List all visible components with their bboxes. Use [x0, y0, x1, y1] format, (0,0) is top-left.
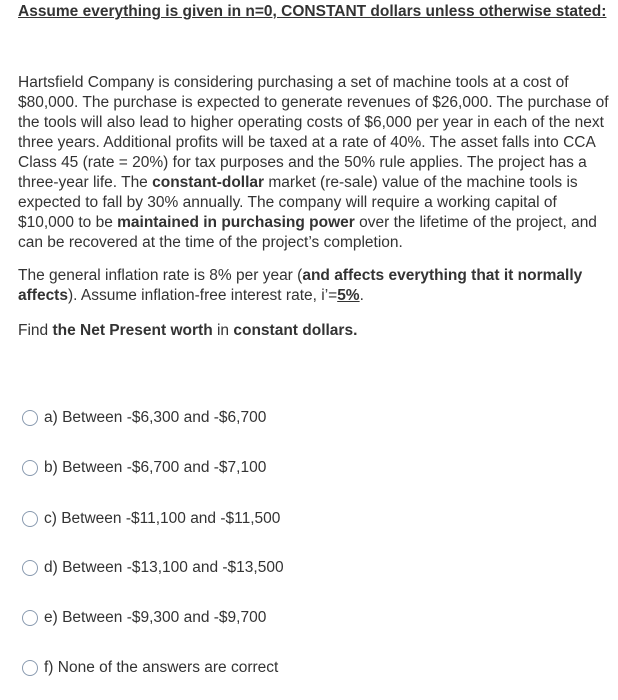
assumption-header: Assume everything is given in n=0, CONSTANT dollars unless otherwise stated:	[18, 3, 607, 20]
question-prompt	[18, 321, 613, 341]
answer-option-a[interactable]	[22, 408, 266, 428]
answer-option-d[interactable]	[22, 558, 284, 578]
answer-option-label[interactable]: c) Between -$11,100 and -$11,500	[44, 510, 281, 527]
text-run: over the lifetime of the project, and can be recovered at the time of the project’s completion.	[18, 214, 597, 251]
text-run: Hartsfield Company is considering purchasing a set of machine tools at a cost of $80,000. The purchase is expected to generate revenues of $26,000. The purchase of the tools will also lead to higher operating costs of $6,000 per year in each of the next three years. Additional profits will be taxed at a rate of 40%. The asset falls into CCA Class 45 (rate = 20%) for tax purposes and the 50% rule applies. The project has a three-year life. The	[18, 74, 609, 191]
answer-option-label[interactable]: b) Between -$6,700 and -$7,100	[44, 459, 267, 476]
answer-option-label[interactable]: d) Between -$13,100 and -$13,500	[44, 559, 284, 576]
radio-button-icon[interactable]	[22, 410, 38, 426]
problem-paragraph-2	[18, 266, 613, 306]
answer-option-e[interactable]	[22, 608, 266, 628]
answer-option-label[interactable]: e) Between -$9,300 and -$9,700	[44, 609, 267, 626]
text-run: The general inflation rate is 8% per year (	[18, 267, 303, 284]
bold-underlined-text-run	[337, 287, 359, 304]
bold-text-run: constant dollars.	[233, 322, 358, 339]
text-run: ). Assume inflation-free interest rate, i’=	[67, 287, 338, 304]
problem-paragraph-1	[18, 73, 613, 253]
bold-text-run: maintained in purchasing power	[117, 214, 355, 231]
answer-option-c[interactable]	[22, 509, 280, 529]
radio-button-icon[interactable]	[22, 660, 38, 676]
answer-option-f[interactable]	[22, 658, 278, 678]
bold-text-run: constant-dollar	[152, 174, 265, 191]
radio-button-icon[interactable]	[22, 460, 38, 476]
radio-button-icon[interactable]	[22, 511, 38, 527]
answer-option-b[interactable]	[22, 458, 266, 478]
text-run: in	[212, 322, 234, 339]
text-run: market (re-sale) value of the machine tools is expected to fall by 30% annually. The company will require a working capital of $10,000 to be	[18, 174, 578, 231]
bold-text-run: the Net Present worth	[52, 322, 213, 339]
answer-option-label[interactable]: a) Between -$6,300 and -$6,700	[44, 409, 267, 426]
interest-rate-value: 5%	[337, 287, 360, 304]
answer-option-label[interactable]: f) None of the answers are correct	[44, 659, 279, 676]
radio-button-icon[interactable]	[22, 560, 38, 576]
radio-button-icon[interactable]	[22, 610, 38, 626]
bold-text-run: and affects everything that it normally affects	[18, 267, 583, 304]
text-run: Find	[18, 322, 53, 339]
text-run: .	[359, 287, 364, 304]
